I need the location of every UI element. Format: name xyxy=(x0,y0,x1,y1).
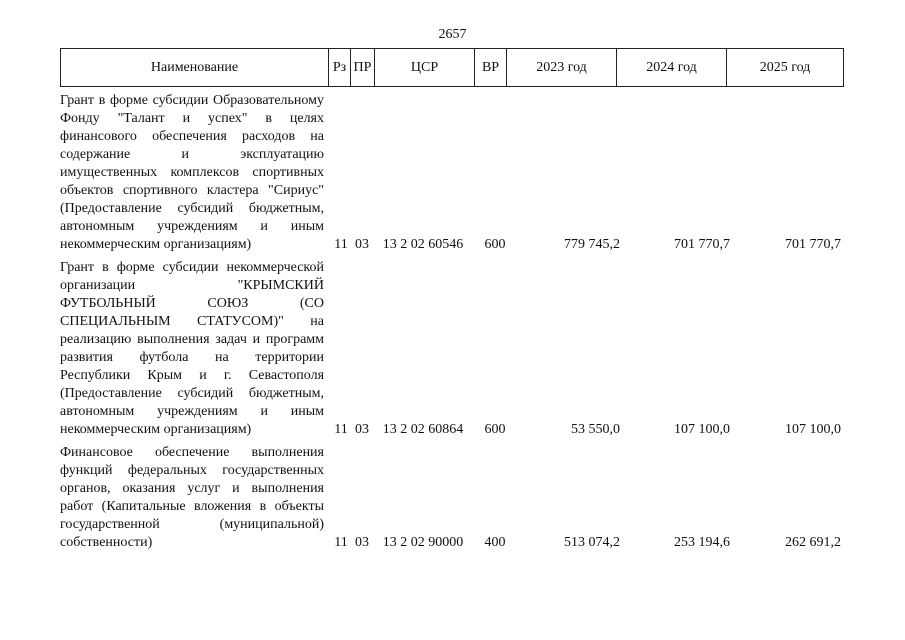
row-rz: 11 xyxy=(334,237,348,252)
row-name: Грант в форме субсидии некоммерческой организации "КРЫМСКИЙ ФУТБОЛЬНЫЙ СОЮЗ (СО СПЕЦИАЛЬНЫМ СТАТУСОМ)" на реализацию выполнения задач и программ развития футбола на территории Республики Крым и г. Севастополя (Предоставление субсидий бюджетным, автономным учреждениям и иным некоммерческим организациям) xyxy=(60,260,325,437)
header-vr: ВР xyxy=(475,49,507,87)
row-pr: 03 xyxy=(355,535,369,550)
row-pr: 03 xyxy=(355,237,369,252)
table-row xyxy=(60,92,850,254)
table-row xyxy=(60,444,850,552)
row-csr: 13 2 02 90000 xyxy=(382,535,464,550)
header-csr: ЦСР xyxy=(375,49,475,87)
row-2024: 253 194,6 xyxy=(674,535,730,550)
header-rz: Рз xyxy=(329,49,351,87)
row-2025: 262 691,2 xyxy=(785,535,841,550)
row-csr: 13 2 02 60864 xyxy=(382,422,464,437)
page-number: 2657 xyxy=(438,27,467,42)
header-2023: 2023 год xyxy=(507,49,617,87)
row-vr: 600 xyxy=(484,237,506,252)
row-2024: 701 770,7 xyxy=(674,237,730,252)
row-2024: 107 100,0 xyxy=(674,422,730,437)
row-pr: 03 xyxy=(355,422,369,437)
header-pr: ПР xyxy=(351,49,375,87)
table-row xyxy=(60,259,850,439)
row-2023: 53 550,0 xyxy=(571,422,620,437)
row-name: Грант в форме субсидии Образовательному Фонду "Талант и успех" в целях финансового обеспечения расходов на содержание и эксплуатацию имущественных комплексов спортивных объектов спортивного кластера "Сириус" (Предоставление субсидий бюджетным, автономным учреждениям и иным некоммерческим организациям) xyxy=(60,93,325,252)
table-body xyxy=(60,92,850,557)
row-2023: 779 745,2 xyxy=(564,237,620,252)
row-rz: 11 xyxy=(334,535,348,550)
table-header xyxy=(60,48,844,87)
row-rz: 11 xyxy=(334,422,348,437)
header-2024: 2024 год xyxy=(617,49,727,87)
row-name: Финансовое обеспечение выполнения функций федеральных государственных органов, оказания услуг и выполнения работ (Капитальные вложения в объекты государственной (муниципальной) собственности) xyxy=(60,445,324,550)
row-2025: 107 100,0 xyxy=(785,422,841,437)
row-vr: 400 xyxy=(484,535,506,550)
row-2025: 701 770,7 xyxy=(785,237,841,252)
row-2023: 513 074,2 xyxy=(564,535,620,550)
header-name: Наименование xyxy=(61,49,329,87)
row-csr: 13 2 02 60546 xyxy=(382,237,464,252)
header-2025: 2025 год xyxy=(727,49,844,87)
row-vr: 600 xyxy=(484,422,506,437)
